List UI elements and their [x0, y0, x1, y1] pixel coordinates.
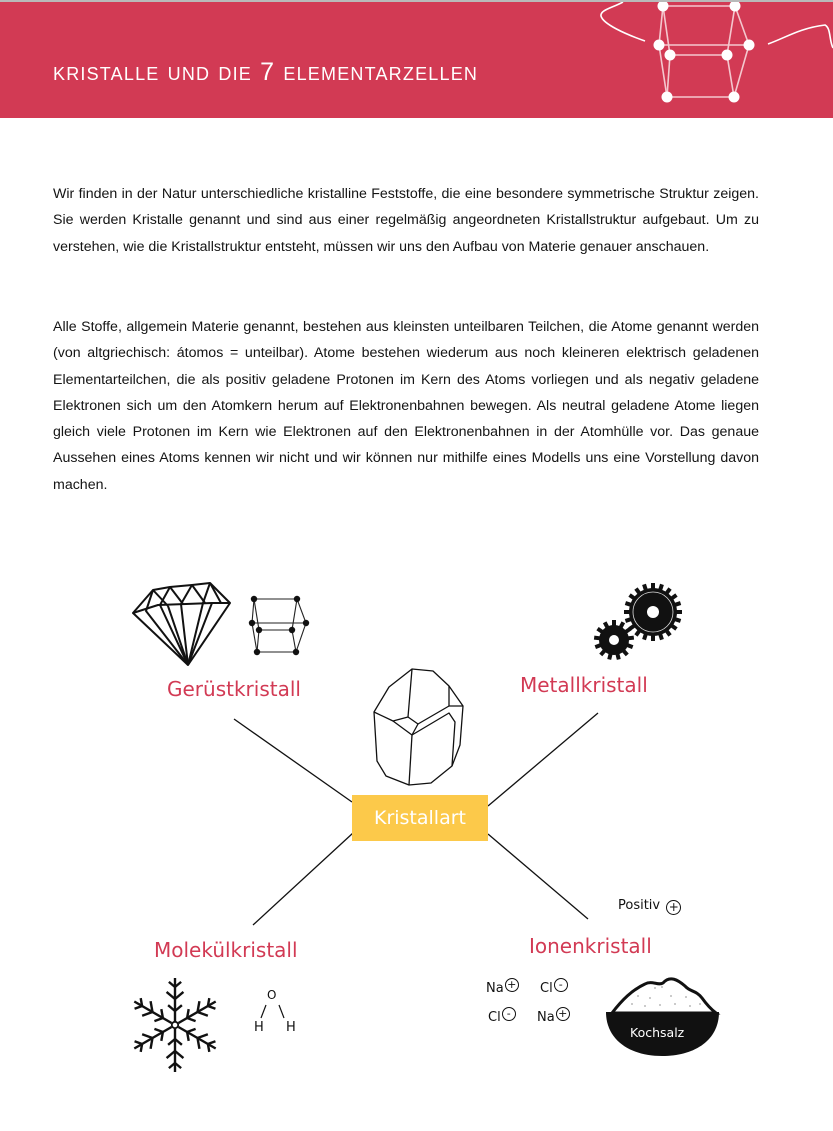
gear-tooth	[624, 610, 631, 614]
connector-molekuel	[253, 833, 353, 925]
minus-circle-icon: -	[502, 1007, 516, 1021]
snowflake-branch	[208, 1041, 216, 1044]
category-geruestkristall: Gerüstkristall	[167, 677, 301, 701]
snowflake-branch	[135, 1041, 143, 1044]
gear-tooth	[627, 636, 634, 641]
intro-paragraph: Wir finden in der Natur unterschiedliche kristalline Feststoffe, die eine besondere symmetrische Struktur zeigen. Sie werden Kristalle genannt und sind aus einer regelmäßig angeordneten Kristallstruktur aufgebaut. Um zu verstehen, wie die Kristallstruktur entsteht, müssen wir uns den Aufbau von Materie genauer anschauen.	[53, 186, 759, 255]
snowflake-branch	[187, 1032, 189, 1041]
lattice-cell-icon	[245, 592, 315, 662]
ion-na-2	[537, 1007, 570, 1025]
snowflake-branch	[141, 1044, 142, 1052]
ion-na-1	[486, 978, 519, 996]
connector-geruest	[234, 719, 352, 802]
snowflake-branch	[187, 1009, 189, 1018]
center-kristallart	[352, 795, 488, 841]
ion-legend	[618, 898, 681, 915]
snowflake-branch	[167, 1051, 175, 1058]
snowflake-branch	[154, 1029, 162, 1032]
snowflake-icon	[130, 975, 220, 1075]
snowflake-branch	[134, 1027, 171, 1049]
snowflake-branch	[161, 1032, 163, 1041]
plus-circle-icon: +	[666, 900, 681, 915]
snowflake-branch	[142, 1034, 152, 1038]
category-metallkristall: Metallkristall	[520, 673, 648, 697]
snowflake-branch	[141, 998, 142, 1006]
salt-bowl-icon	[600, 965, 725, 1060]
ion-element: Na	[537, 1010, 555, 1025]
salt-label: Kochsalz	[630, 1025, 685, 1040]
minus-circle-icon: -	[554, 978, 568, 992]
gear-tooth	[651, 634, 655, 641]
hydrogen-atom-left: H	[254, 1020, 264, 1035]
category-ionenkristall: Ionenkristall	[529, 934, 652, 958]
snowflake-branch	[208, 1044, 209, 1052]
snowflake-branch	[142, 1012, 152, 1016]
gears-icon	[590, 580, 690, 665]
center-label: Kristallart	[373, 807, 466, 829]
plus-circle-icon: +	[556, 1007, 570, 1021]
gear-tooth	[675, 610, 682, 614]
snowflake-branch	[208, 998, 209, 1006]
diamond-icon	[130, 580, 235, 670]
snowflake-branch	[198, 1034, 208, 1038]
snowflake-branch	[134, 1002, 171, 1024]
category-molekuelkristall: Molekülkristall	[154, 938, 298, 962]
snowflake-branch	[175, 992, 183, 999]
water-molecule-icon	[250, 988, 300, 1038]
ion-cl-1	[540, 978, 568, 996]
page-title: kristalle und die 7 elementarzellen	[53, 58, 479, 86]
connector-metall	[488, 713, 598, 806]
plus-circle-icon: +	[505, 978, 519, 992]
ion-element: Na	[486, 981, 504, 996]
ion-cl-2	[488, 1007, 516, 1025]
snowflake-branch	[154, 1018, 162, 1021]
snowflake-branch	[198, 1012, 208, 1016]
gear-tooth	[594, 636, 601, 641]
ion-element: Cl	[488, 1010, 501, 1025]
atom-paragraph: Alle Stoffe, allgemein Materie genannt, bestehen aus kleinsten unteilbaren Teilchen, die Atome genannt werden (von altgriechisch: átomos = unteilbar). Atome bestehen wiederum aus noch kleineren elektrisch geladenen Elementarteilchen, die als positiv geladene Protonen im Kern des Atoms vorliegen und als negativ geladene Elektronen sich um den Atomkern herum auf Elektronenbahnen bewegen. Als neutral geladene Atome liegen gleich viele Protonen im Kern wie Elektronen auf den Elektronenbahnen in der Atomhülle vor. Das genaue Aussehen eines Atoms kennen wir nicht und wir können nur mithilfe eines Modells uns eine Vorstellung davon machen.	[53, 319, 759, 493]
snowflake-branch	[187, 1029, 195, 1032]
snowflake-branch	[135, 1006, 143, 1009]
snowflake-branch	[178, 1027, 215, 1049]
crystal-icon	[368, 665, 468, 790]
gear-tooth	[651, 583, 655, 590]
snowflake-branch	[167, 992, 175, 999]
gear-tooth	[612, 620, 616, 627]
bond-lines	[250, 988, 300, 1038]
ion-element: Cl	[540, 981, 553, 996]
snowflake-branch	[208, 1006, 216, 1009]
legend-label: Positiv	[618, 898, 661, 913]
oxygen-atom: O	[267, 988, 277, 1002]
snowflake-branch	[175, 1051, 183, 1058]
snowflake-branch	[187, 1018, 195, 1021]
snowflake-branch	[161, 1009, 163, 1018]
hydrogen-atom-right: H	[286, 1020, 296, 1035]
snowflake-branch	[178, 1002, 215, 1024]
connector-ionen	[488, 834, 588, 919]
